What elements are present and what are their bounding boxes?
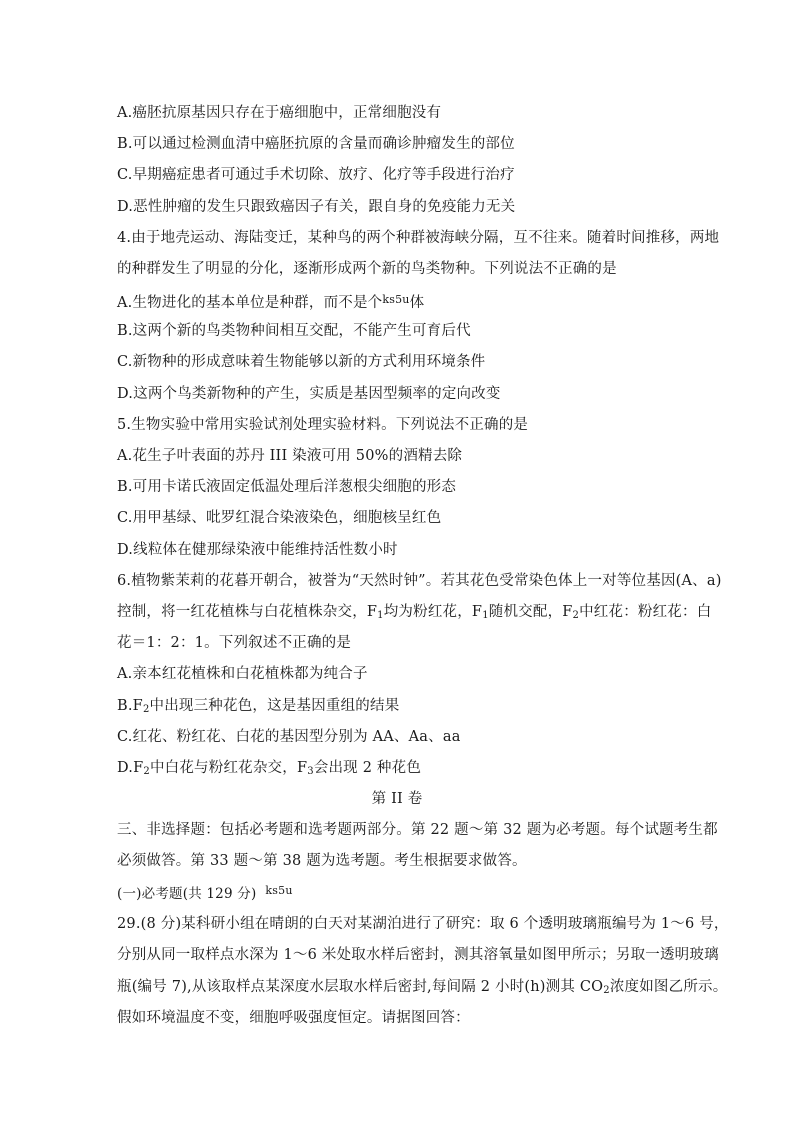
q6-stem-line2-part3: 随机交配，F bbox=[488, 604, 573, 620]
q5-option-c: C.用甲基绿、吡罗红混合染液染色，细胞核呈红色 bbox=[117, 510, 442, 526]
q4-stem-line1: 4.由于地壳运动、海陆变迁，某种鸟的两个种群被海峡分隔，互不往来。随着时间推移，两地 bbox=[117, 230, 720, 246]
subscript: 3 bbox=[307, 766, 314, 777]
q5-option-a: A.花生子叶表面的苏丹 III 染液可用 50%的酒精去除 bbox=[117, 448, 463, 464]
q3-option-b: B.可以通过检测血清中癌胚抗原的含量而确诊肿瘤发生的部位 bbox=[117, 136, 515, 152]
q6-option-b-part2: 中出现三种花色，这是基因重组的结果 bbox=[149, 698, 400, 714]
subscript: 2 bbox=[143, 766, 150, 777]
q29-line4: 假如环境温度不变，细胞呼吸强度恒定。请据图回答： bbox=[117, 1010, 470, 1026]
q6-stem-line3: 花＝1：2：1。下列叙述不正确的是 bbox=[117, 635, 352, 651]
section-title: 第 II 卷 bbox=[371, 791, 423, 807]
q29-line3-part2: 浓度如图乙所示。 bbox=[609, 979, 728, 995]
q3-option-d: D.恶性肿瘤的发生只跟致癌因子有关，跟自身的免疫能力无关 bbox=[117, 199, 516, 215]
subscript: 1 bbox=[377, 610, 384, 621]
subscript: 2 bbox=[603, 985, 610, 996]
q6-option-a: A.亲本红花植株和白花植株都为纯合子 bbox=[117, 666, 368, 682]
q29-line3 bbox=[117, 977, 728, 997]
q29-line1: 29.(8 分)某科研小组在晴朗的白天对某湖泊进行了研究：取 6 个透明玻璃瓶编号为 1～6 号， bbox=[117, 916, 729, 932]
q6-option-d-part2: 中白花与粉红花杂交，F bbox=[149, 760, 308, 776]
q5-option-d: D.线粒体在健那绿染液中能维持活性数小时 bbox=[117, 542, 398, 558]
q6-option-d-part3: 会出现 2 种花色 bbox=[313, 760, 422, 776]
q4-option-a bbox=[117, 290, 697, 313]
q29-line3-part1: 瓶(编号 7),从该取样点某深度水层取水样后密封,每间隔 2 小时(h)测其 CO bbox=[117, 979, 604, 995]
q6-option-d bbox=[117, 758, 697, 778]
q3-option-a: A.癌胚抗原基因只存在于癌细胞中，正常细胞没有 bbox=[117, 105, 442, 121]
q5-option-b: B.可用卡诺氏液固定低温处理后洋葱根尖细胞的形态 bbox=[117, 479, 457, 495]
q6-stem-line2-part1: 控制，将一红花植株与白花植株杂交，F bbox=[117, 604, 378, 620]
q6-stem-line2 bbox=[117, 602, 712, 622]
q6-option-c: C.红花、粉红花、白花的基因型分别为 AA、Aa、aa bbox=[117, 729, 461, 745]
q5-stem: 5.生物实验中常用实验试剂处理实验材料。下列说法不正确的是 bbox=[117, 417, 529, 433]
subscript: 2 bbox=[142, 704, 150, 715]
required-heading-text: (一)必考题(共 129 分) bbox=[117, 886, 257, 902]
required-questions-heading bbox=[117, 881, 697, 904]
q6-stem-line2-part4: 中红花：粉红花：白 bbox=[579, 604, 712, 620]
q4-option-d: D.这两个鸟类新物种的产生，实质是基因型频率的定向改变 bbox=[117, 386, 501, 402]
q6-stem-line1: 6.植物紫茉莉的花暮开朝合，被誉为“天然时钟”。若其花色受常染色体上一对等位基因(A、a) bbox=[117, 573, 722, 589]
q6-option-b-part1: B.F bbox=[117, 698, 143, 714]
watermark-text: ks5u bbox=[382, 293, 410, 306]
q4-option-a-text: A.生物进化的基本单位是种群，而不是个 bbox=[117, 295, 383, 311]
q4-stem-line2: 的种群发生了明显的分化，逐渐形成两个新的鸟类物种。下列说法不正确的是 bbox=[117, 261, 617, 277]
watermark-text: ks5u bbox=[265, 884, 293, 897]
q3-option-c: C.早期癌症患者可通过手术切除、放疗、化疗等手段进行治疗 bbox=[117, 167, 515, 183]
q4-option-b: B.这两个新的鸟类物种间相互交配，不能产生可育后代 bbox=[117, 323, 471, 339]
q4-option-a-tail: 体 bbox=[409, 295, 425, 311]
subscript: 2 bbox=[572, 610, 580, 621]
section-intro-line1: 三、非选择题：包括必考题和选考题两部分。第 22 题～第 32 题为必考题。每个试题考生都 bbox=[117, 822, 718, 838]
q29-line2: 分别从同一取样点水深为 1～6 米处取水样后密封，测其溶氧量如图甲所示；另取一透明玻璃 bbox=[117, 947, 719, 963]
section-intro-line2: 必须做答。第 33 题～第 38 题为选考题。考生根据要求做答。 bbox=[117, 853, 527, 869]
q4-option-c: C.新物种的形成意味着生物能够以新的方式利用环境条件 bbox=[117, 354, 486, 370]
subscript: 1 bbox=[482, 610, 489, 621]
q6-option-b bbox=[117, 696, 697, 716]
q6-option-d-part1: D.F bbox=[117, 760, 144, 776]
q6-stem-line2-part2: 均为粉红花，F bbox=[383, 604, 483, 620]
